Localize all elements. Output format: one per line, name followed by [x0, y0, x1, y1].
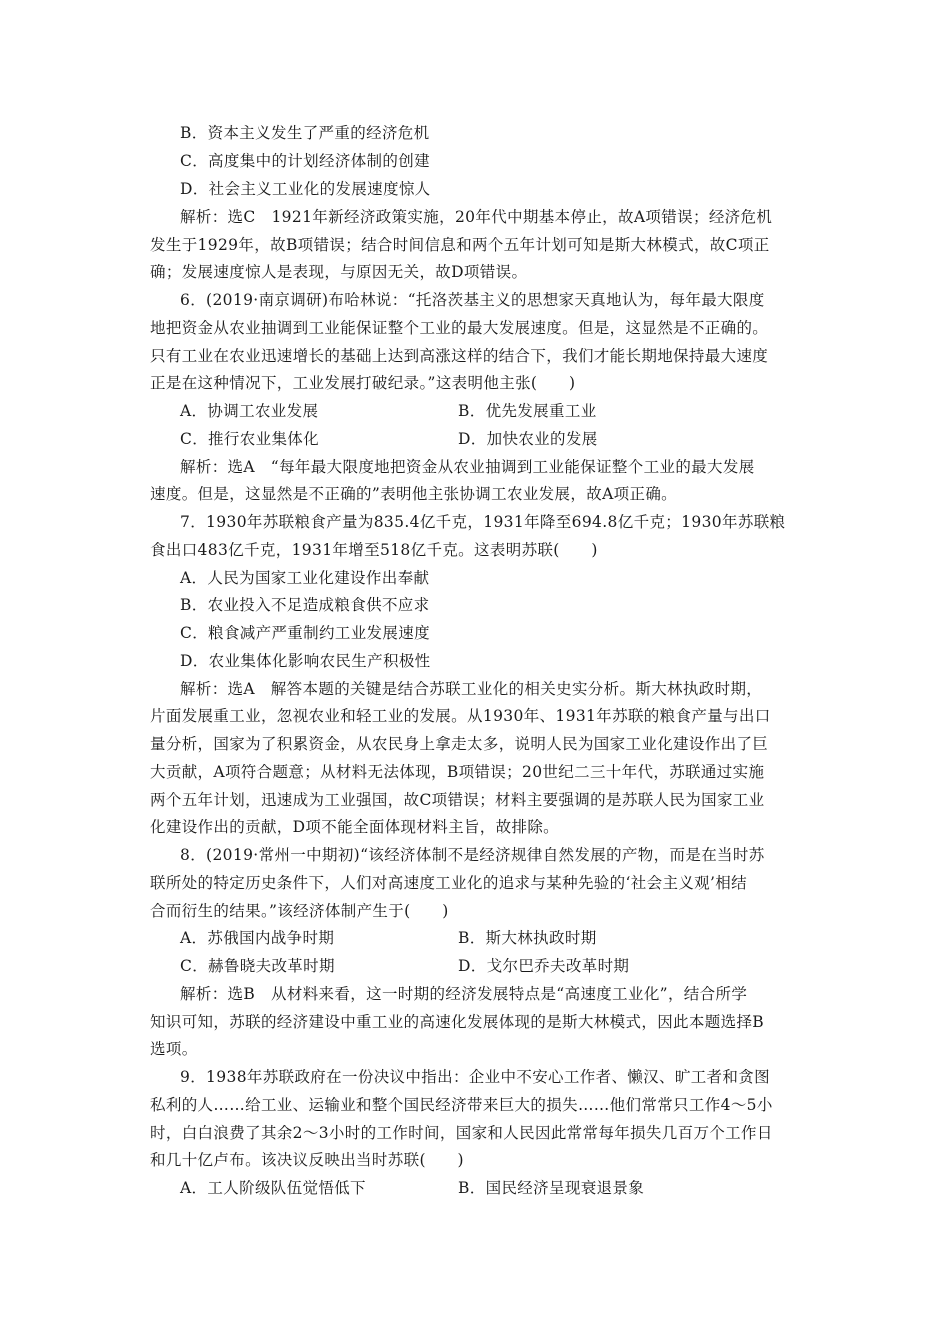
analysis-line: 解析：选A “每年最大限度地把资金从农业抽调到工业能保证整个工业的最大发展 — [180, 458, 755, 476]
question-line: 时，白白浪费了其余2～3小时的工作时间，国家和人民因此常常每年损失几百万个工作日 — [150, 1124, 773, 1142]
question-line: 9．1938年苏联政府在一份决议中指出：企业中不安心工作者、懒汉、旷工者和贪图 — [180, 1068, 770, 1086]
question-line: 地把资金从农业抽调到工业能保证整个工业的最大发展速度。但是，这显然是不正确的。 — [150, 319, 769, 337]
analysis-line: 确；发展速度惊人是表现，与原因无关，故D项错误。 — [150, 263, 528, 281]
analysis-line: 量分析，国家为了积累资金，从农民身上拿走太多，说明人民为国家工业化建设作出了巨 — [150, 735, 769, 753]
option-line: C．赫鲁晓夫改革时期 — [180, 957, 335, 975]
analysis-line: 解析：选C 1921年新经济政策实施，20年代中期基本停止，故A项错误；经济危机 — [180, 208, 773, 226]
question-line: 食出口483亿千克，1931年增至518亿千克。这表明苏联( ) — [150, 541, 598, 559]
option-line: B．斯大林执政时期 — [458, 929, 597, 947]
option-line: B．优先发展重工业 — [458, 402, 597, 420]
question-line: 只有工业在农业迅速增长的基础上达到高涨这样的结合下，我们才能长期地保持最大速度 — [150, 347, 769, 365]
option-line: A．协调工农业发展 — [180, 402, 319, 420]
question-line: 私利的人……给工业、运输业和整个国民经济带来巨大的损失……他们常常只工作4～5小 — [150, 1096, 773, 1114]
analysis-line: 选项。 — [150, 1040, 198, 1058]
analysis-line: 两个五年计划，迅速成为工业强国，故C项错误；材料主要强调的是苏联人民为国家工业 — [150, 791, 765, 809]
option-line: A．苏俄国内战争时期 — [180, 929, 335, 947]
analysis-line: 化建设作出的贡献，D项不能全面体现材料主旨，故排除。 — [150, 818, 560, 836]
question-line: 7．1930年苏联粮食产量为835.4亿千克，1931年降至694.8亿千克；1930年苏联粮 — [180, 513, 786, 531]
question-line: 6．(2019·南京调研)布哈林说：“托洛茨基主义的思想家天真地认为，每年最大限度 — [180, 291, 765, 309]
question-line: 联所处的特定历史条件下，人们对高速度工业化的追求与某种先验的‘社会主义观’相结 — [150, 874, 748, 892]
analysis-line: 知识可知，苏联的经济建设中重工业的高速化发展体现的是斯大林模式，因此本题选择B — [150, 1013, 765, 1031]
analysis-line: 速度。但是，这显然是不正确的”表明他主张协调工农业发展，故A项正确。 — [150, 485, 678, 503]
option-line: B．农业投入不足造成粮食供不应求 — [180, 596, 430, 614]
question-line: 8．(2019·常州一中期初)“该经济体制不是经济规律自然发展的产物，而是在当时苏 — [180, 846, 765, 864]
analysis-line: 发生于1929年，故B项错误；结合时间信息和两个五年计划可知是斯大林模式，故C项正 — [150, 236, 770, 254]
question-line: 合而衍生的结果。”该经济体制产生于( ) — [150, 902, 449, 920]
option-line: C．粮食减产严重制约工业发展速度 — [180, 624, 430, 642]
analysis-line: 片面发展重工业，忽视农业和轻工业的发展。从1930年、1931年苏联的粮食产量与出口 — [150, 707, 771, 725]
analysis-line: 大贡献，A项符合题意；从材料无法体现，B项错误；20世纪二三十年代，苏联通过实施 — [150, 763, 765, 781]
option-line: D．戈尔巴乔夫改革时期 — [458, 957, 630, 975]
option-line: C．推行农业集体化 — [180, 430, 320, 448]
option-line: D．社会主义工业化的发展速度惊人 — [180, 180, 431, 198]
option-line: B．资本主义发生了严重的经济危机 — [180, 124, 430, 142]
option-line: D．农业集体化影响农民生产积极性 — [180, 652, 431, 670]
question-line: 正是在这种情况下，工业发展打破纪录。”这表明他主张( ) — [150, 374, 576, 392]
option-line: A．工人阶级队伍觉悟低下 — [180, 1179, 366, 1197]
option-line: A．人民为国家工业化建设作出奉献 — [180, 569, 430, 587]
option-line: D．加快农业的发展 — [458, 430, 598, 448]
option-line: B．国民经济呈现衰退景象 — [458, 1179, 645, 1197]
option-line: C．高度集中的计划经济体制的创建 — [180, 152, 430, 170]
analysis-line: 解析：选B 从材料来看，这一时期的经济发展特点是“高速度工业化”，结合所学 — [180, 985, 748, 1003]
analysis-line: 解析：选A 解答本题的关键是结合苏联工业化的相关史实分析。斯大林执政时期， — [180, 680, 763, 698]
question-line: 和几十亿卢布。该决议反映出当时苏联( ) — [150, 1151, 464, 1169]
